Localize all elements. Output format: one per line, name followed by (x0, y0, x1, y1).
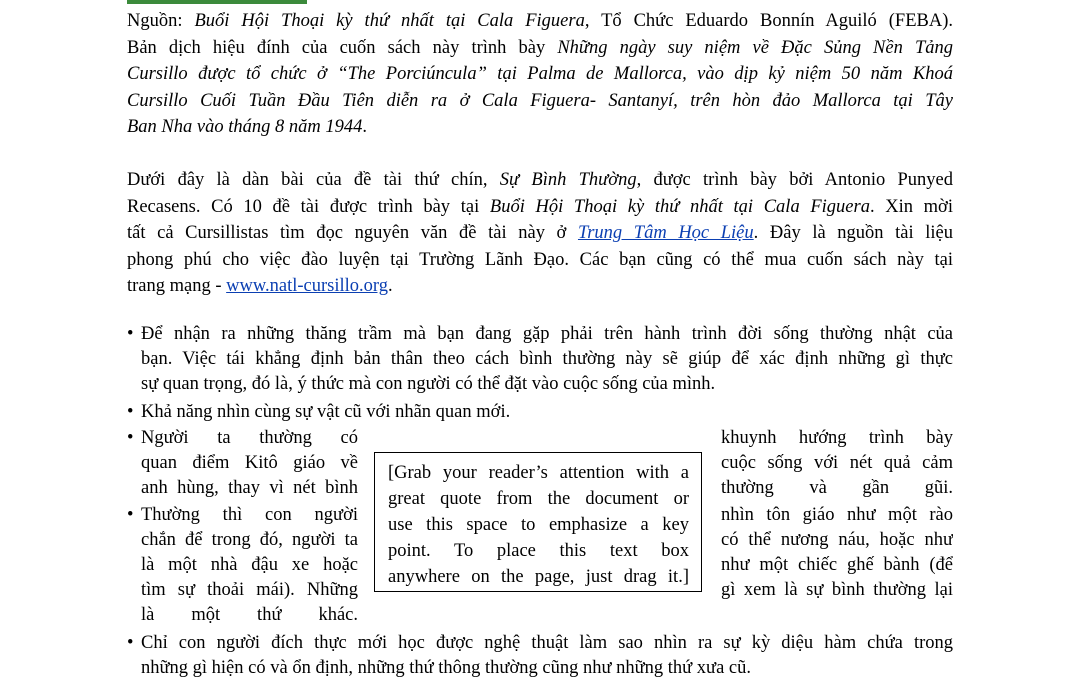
outline-line: trang mạng - www.natl-cursillo.org. (127, 276, 393, 296)
source-title: Buổi Hội Thoại kỳ thứ nhất tại Cala Figuera (194, 11, 585, 31)
bullet-marker: • (127, 505, 134, 525)
intro-line: Cursillo Cuối Tuần Đầu Tiên diễn ra ở Cala Figuera- Santanyí, trên hòn đảo Mallorca tại Tây (127, 90, 953, 111)
bullet-marker: • (127, 402, 134, 422)
outline-line: tất cả Cursillistas tìm đọc nguyên văn đề tài này ở Trung Tâm Học Liệu. Đây là nguồn tài liệu (127, 223, 953, 243)
outline-paragraph (127, 167, 953, 300)
website-link[interactable]: www.natl-cursillo.org (226, 276, 389, 296)
heading-underline (127, 0, 307, 4)
bullet-marker: • (127, 324, 134, 344)
source-org: , Tổ Chức Eduardo Bonnín Aguiló (FEBA). (584, 11, 953, 31)
intro-line: Ban Nha vào tháng 8 năm 1944. (127, 117, 367, 137)
resource-center-link[interactable]: Trung Tâm Học Liệu (577, 223, 754, 243)
intro-line: Bản dịch hiệu đính của cuốn sách này trình bày Những ngày suy niệm về Đặc Sủng Nền Tảng (127, 37, 953, 58)
source-label: Nguồn: (127, 11, 183, 31)
source-line (127, 8, 953, 35)
outline-line: Dưới đây là dàn bài của đề tài thứ chín, Sự Bình Thường, được trình bày bởi Antonio Punyed (127, 170, 953, 190)
intro-line: Cursillo được tổ chức ở “The Porciúncula” tại Palma de Mallorca, vào dịp kỷ niệm 50 năm Khoá (127, 64, 953, 84)
document-page: Nguồn: Buổi Hội Thoại kỳ thứ nhất tại Cala Figuera, Tổ Chức Eduardo Bonnín Aguiló (FEBA). Bản dịch hiệu đính của cuốn sách này trình bày Những ngày suy niệm về Đặc Sủng Nền Tảng Cursillo được tổ chức ở “The Porciúncula” tại Palma de Mallorca, vào dịp kỷ niệm 50 năm Khoá Cursillo Cuối Tuần Đầu Tiên diễn ra ở Cala Figuera- Santanyí, trên hòn đảo Mallorca tại Tây Ban Nha vào tháng 8 năm 1944. Dưới đây là dàn bài của đề tài thứ chín, Sự Bình Thường, được trình bày bởi Antonio Punyed Recasens. Có 10 đề tài được trình bày tại Buổi Hội Thoại kỳ thứ nhất tại Cala Figuera. Xin mời tất cả Cursillistas tìm đọc nguyên văn đề tài này ở Trung Tâm Học Liệu. Đây là nguồn tài liệu phong phú cho việc đào luyện tại Trường Lãnh Đạo. Các bạn cũng có thể mua cuốn sách này tại trang mạng - www.natl-cursillo.org. • Để nhận ra những thăng trầm mà bạn đang gặp phải trên hành trình đời sống thường nhật của bạn. Việc tái khẳng định bản thân theo cách bình thường này sẽ giúp để xác định những gì thực sự quan trọng, đó là, ý thức mà con người có thể đặt vào cuộc sống của mình. • Khả năng nhìn cùng sự vật cũ với nhãn quan mới. • Người ta thường có quan điểm Kitô giáo về anh hùng, thay vì nét bình khuynh hướng trình bày cuộc sống với nét quả cảm thường và gần gũi. • Thường thì con người chắn để trong đó, người ta là một nhà đậu xe hoặc tìm sự thoải mái). Những là một thứ khác. nhìn tôn giáo như một rào có thể nương náu, hoặc như như một chiếc ghế bành (để gì xem là sự bình thường lại • Chỉ con người đích thực mới học được nghệ thuật làm sao nhìn ra sự kỳ diệu hàm chứa trong những gì hiện có và ổn định, những thứ thông thường cũng như những thứ xưa cũ. [Grab your reader’s attention with a great quote from the document or use this space to emphasize a key point. To place this text box anywhere on the page, just drag it.] (0, 0, 1080, 675)
topic-title: Sự Bình Thường (499, 170, 637, 190)
bullet-marker: • (127, 428, 134, 448)
outline-line: phong phú cho việc đào luyện tại Trường Lãnh Đạo. Các bạn cũng có thể mua cuốn sách này tại (127, 249, 953, 270)
source-paragraph (127, 8, 953, 141)
outline-line: Recasens. Có 10 đề tài được trình bày tại Buổi Hội Thoại kỳ thứ nhất tại Cala Figuera. Xin mời (127, 196, 953, 217)
bullet-marker: • (127, 633, 134, 653)
pull-quote-textbox[interactable]: [Grab your reader’s attention with a great quote from the document or use this space to emphasize a key point. To place this text box anywhere on the page, just drag it.] (374, 452, 702, 592)
